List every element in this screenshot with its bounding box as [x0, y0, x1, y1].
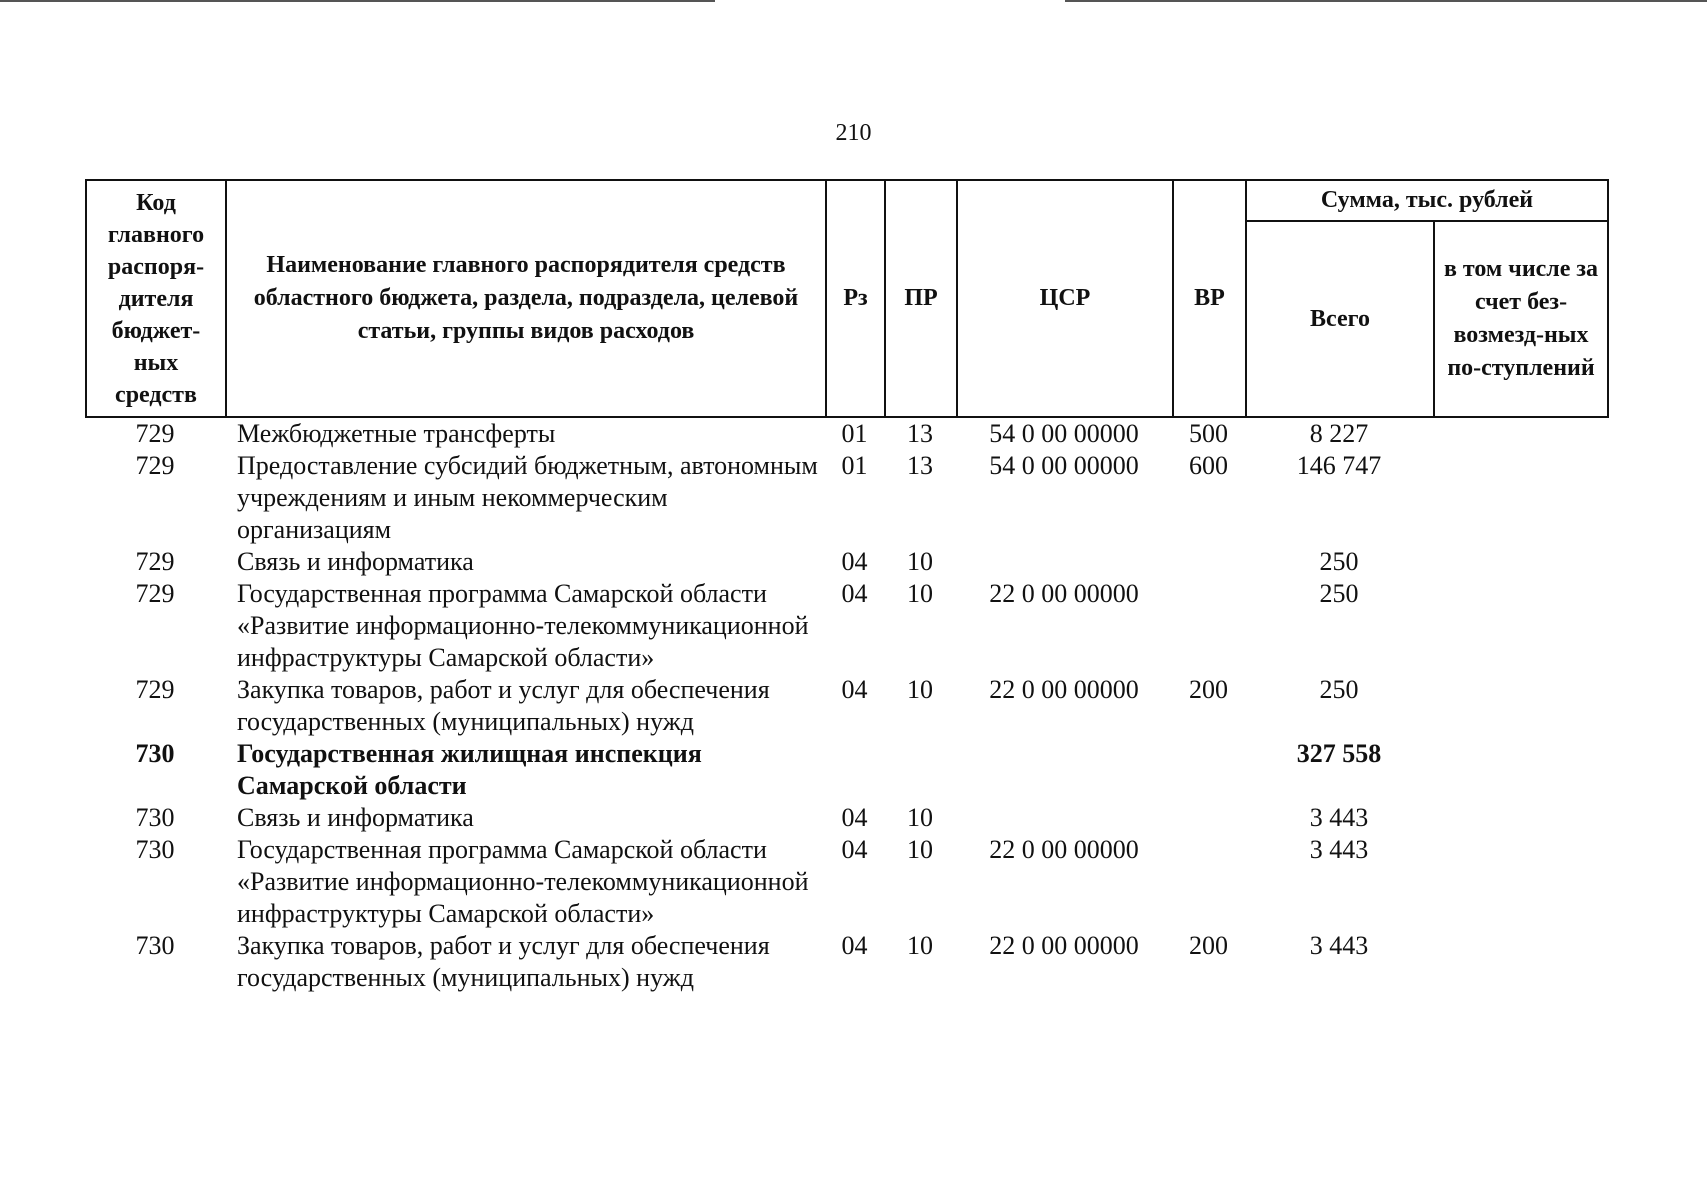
cell-pr: 10 [907, 675, 933, 704]
table-row [85, 418, 1607, 450]
cell-name: Связь и информатика [237, 547, 474, 576]
cell-code: 730 [135, 835, 175, 864]
cell-name: Межбюджетные трансферты [237, 419, 556, 448]
cell-total: 250 [1319, 579, 1359, 608]
table-row [85, 834, 1607, 930]
cell-pr: 10 [907, 931, 933, 960]
cell-free [1433, 802, 1607, 834]
scan-edge-line-right [1065, 0, 1707, 2]
table-body [85, 418, 1607, 994]
table-row [85, 930, 1607, 994]
cell-vr [1172, 802, 1245, 834]
header-total: Всего [1246, 221, 1434, 417]
cell-rz: 04 [841, 547, 868, 576]
header-csr: ЦСР [957, 180, 1173, 417]
cell-name: Государственная программа Самарской области «Развитие информационно-телекоммуникационной инфраструктуры Самарской области» [237, 835, 809, 928]
cell-rz: 04 [841, 931, 868, 960]
cell-vr [1172, 578, 1245, 674]
cell-name: Закупка товаров, работ и услуг для обеспечения государственных (муниципальных) нужд [237, 675, 770, 736]
cell-code: 729 [135, 547, 175, 576]
cell-pr: 10 [907, 803, 933, 832]
header-free: в том числе за счет без-возмезд-ных по-ступлений [1434, 221, 1608, 417]
cell-code: 729 [135, 675, 175, 704]
cell-free [1433, 738, 1607, 802]
cell-csr [956, 546, 1172, 578]
cell-rz [825, 738, 884, 802]
cell-total: 3 443 [1309, 835, 1369, 864]
cell-csr: 22 0 00 00000 [989, 675, 1139, 704]
header-code: Код главного распоря-дителя бюджет-ных средств [86, 180, 226, 417]
cell-csr [956, 738, 1172, 802]
cell-code: 730 [135, 739, 175, 768]
cell-code: 729 [135, 579, 175, 608]
cell-pr: 10 [907, 547, 933, 576]
cell-vr [1172, 546, 1245, 578]
cell-code: 730 [135, 931, 175, 960]
cell-pr: 10 [907, 835, 933, 864]
cell-csr: 22 0 00 00000 [989, 931, 1139, 960]
cell-code: 730 [135, 803, 175, 832]
cell-rz: 01 [841, 451, 868, 480]
cell-rz: 04 [841, 835, 868, 864]
cell-free [1433, 930, 1607, 994]
cell-csr: 54 0 00 00000 [989, 451, 1139, 480]
header-sum: Сумма, тыс. рублей [1246, 180, 1608, 221]
table-row [85, 802, 1607, 834]
cell-csr [956, 802, 1172, 834]
cell-name: Связь и информатика [237, 803, 474, 832]
cell-rz: 01 [841, 419, 868, 448]
table-header [85, 179, 1609, 418]
cell-free [1433, 834, 1607, 930]
cell-rz: 04 [841, 579, 868, 608]
cell-rz: 04 [841, 675, 868, 704]
cell-free [1433, 546, 1607, 578]
cell-total: 146 747 [1296, 451, 1382, 480]
cell-pr: 13 [907, 451, 933, 480]
cell-pr: 10 [907, 579, 933, 608]
header-name: Наименование главного распорядителя средств областного бюджета, раздела, подраздела, целевой статьи, группы видов расходов [226, 180, 826, 417]
cell-csr: 22 0 00 00000 [989, 835, 1139, 864]
cell-code: 729 [135, 419, 175, 448]
cell-free [1433, 674, 1607, 738]
table-row [85, 578, 1607, 674]
scan-edge-line-left [0, 0, 715, 2]
cell-total: 3 443 [1309, 803, 1369, 832]
cell-free [1433, 578, 1607, 674]
header-rz: Рз [826, 180, 885, 417]
table-row [85, 674, 1607, 738]
cell-total: 3 443 [1309, 931, 1369, 960]
page-number: 210 [835, 120, 872, 146]
cell-rz: 04 [841, 803, 868, 832]
cell-vr: 200 [1189, 675, 1228, 704]
cell-vr [1172, 834, 1245, 930]
cell-name: Государственная программа Самарской области «Развитие информационно-телекоммуникационной инфраструктуры Самарской области» [237, 579, 809, 672]
table-row [85, 546, 1607, 578]
cell-code: 729 [135, 451, 175, 480]
cell-vr: 600 [1189, 451, 1228, 480]
cell-csr: 54 0 00 00000 [989, 419, 1139, 448]
cell-free [1433, 450, 1607, 546]
cell-name: Закупка товаров, работ и услуг для обеспечения государственных (муниципальных) нужд [237, 931, 770, 992]
cell-vr [1172, 738, 1245, 802]
cell-vr: 500 [1189, 419, 1228, 448]
header-pr: ПР [885, 180, 957, 417]
cell-free [1433, 418, 1607, 450]
cell-total: 8 227 [1309, 419, 1369, 448]
cell-total: 327 558 [1296, 739, 1382, 768]
cell-name: Государственная жилищная инспекция Самарской области [237, 739, 702, 800]
table-row [85, 450, 1607, 546]
cell-csr: 22 0 00 00000 [989, 579, 1139, 608]
header-vr: ВР [1173, 180, 1246, 417]
cell-vr: 200 [1189, 931, 1228, 960]
cell-name: Предоставление субсидий бюджетным, автономным учреждениям и иным некоммерческим организациям [237, 451, 818, 544]
cell-total: 250 [1319, 547, 1359, 576]
cell-total: 250 [1319, 675, 1359, 704]
cell-pr: 13 [907, 419, 933, 448]
table-row-heading [85, 738, 1607, 802]
cell-pr [884, 738, 956, 802]
